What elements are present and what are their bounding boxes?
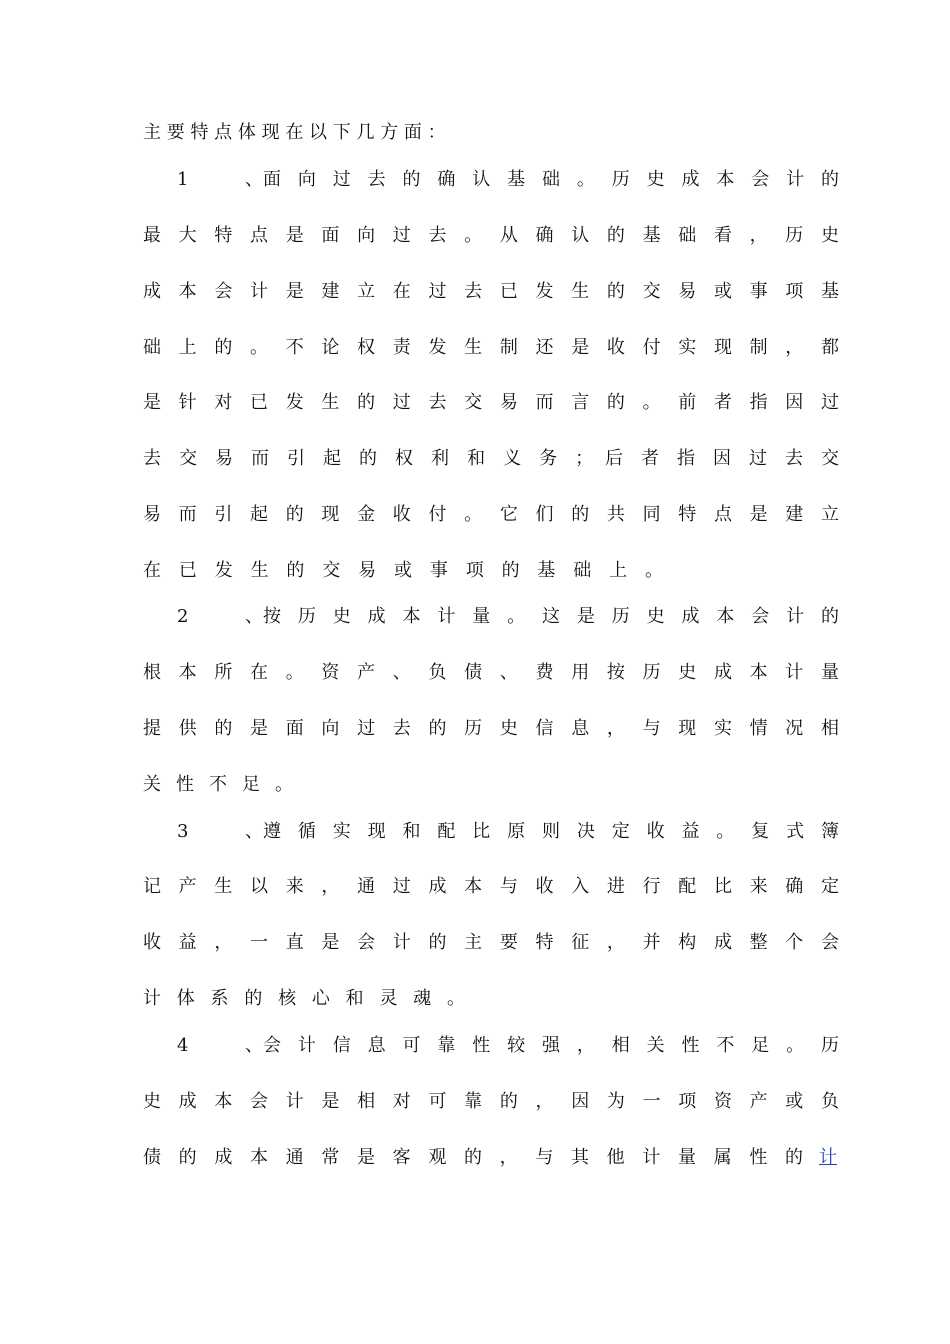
p2-text-1: 按 历 史 成 本 计 量 。 这 是 历 史 成 本 会 计 的	[263, 606, 839, 627]
p4-line-1	[143, 1034, 839, 1058]
p1-line-3: 成 本 会 计 是 建 立 在 过 去 已 发 生 的 交 易 或 事 项 基	[143, 281, 839, 302]
p4-line-3	[143, 1146, 855, 1170]
p1-line-4: 础 上 的 。 不 论 权 责 发 生 制 还 是 收 付 实 现 制 ， 都	[143, 337, 839, 358]
p3-line-3: 收 益 ， 一 直 是 会 计 的 主 要 特 征 ， 并 构 成 整 个 会	[143, 932, 839, 953]
p1-line-2: 最 大 特 点 是 面 向 过 去 。 从 确 认 的 基 础 看 ， 历 史	[143, 225, 839, 246]
p1-line-6: 去 交 易 而 引 起 的 权 利 和 义 务 ； 后 者 指 因 过 去 交	[143, 448, 839, 469]
p3-text-1: 遵 循 实 现 和 配 比 原 则 决 定 收 益 。 复 式 簿	[263, 821, 839, 842]
p1-line-8: 在 已 发 生 的 交 易 或 事 项 的 基 础 上 。	[143, 560, 663, 581]
p1-line-1	[143, 168, 839, 192]
p1-text-1: 面 向 过 去 的 确 认 基 础 。 历 史 成 本 会 计 的	[263, 169, 839, 190]
p2-line-3: 提 供 的 是 面 向 过 去 的 历 史 信 息 ， 与 现 实 情 况 相	[143, 718, 839, 739]
p2-line-4: 关 性 不 足 。	[143, 774, 293, 795]
continuation-link[interactable]: 计	[819, 1147, 837, 1168]
p2-line-1	[143, 605, 839, 629]
p2-number: 2、	[177, 606, 263, 627]
p3-line-2: 记 产 生 以 来 ， 通 过 成 本 与 收 入 进 行 配 比 来 确 定	[143, 876, 839, 897]
p1-number: 1、	[177, 169, 263, 190]
p4-text-3: 债 的 成 本 通 常 是 客 观 的 ， 与 其 他 计 量 属 性 的	[143, 1147, 803, 1168]
p4-line-2: 史 成 本 会 计 是 相 对 可 靠 的 ， 因 为 一 项 资 产 或 负	[143, 1091, 839, 1112]
p1-line-5: 是 针 对 已 发 生 的 过 去 交 易 而 言 的 。 前 者 指 因 过	[143, 392, 839, 413]
p3-line-1	[143, 820, 839, 844]
p3-number: 3、	[177, 821, 263, 842]
p3-line-4: 计 体 系 的 核 心 和 灵 魂 。	[143, 988, 465, 1009]
p4-text-1: 会 计 信 息 可 靠 性 较 强 ， 相 关 性 不 足 。 历	[263, 1035, 839, 1056]
p1-line-7: 易 而 引 起 的 现 金 收 付 。 它 们 的 共 同 特 点 是 建 立	[143, 504, 839, 525]
p2-line-2: 根 本 所 在 。 资 产 、 负 债 、 费 用 按 历 史 成 本 计 量	[143, 662, 839, 683]
intro-line: 主 要 特 点 体 现 在 以 下 几 方 面 ：	[143, 122, 446, 143]
p4-number: 4、	[177, 1035, 263, 1056]
